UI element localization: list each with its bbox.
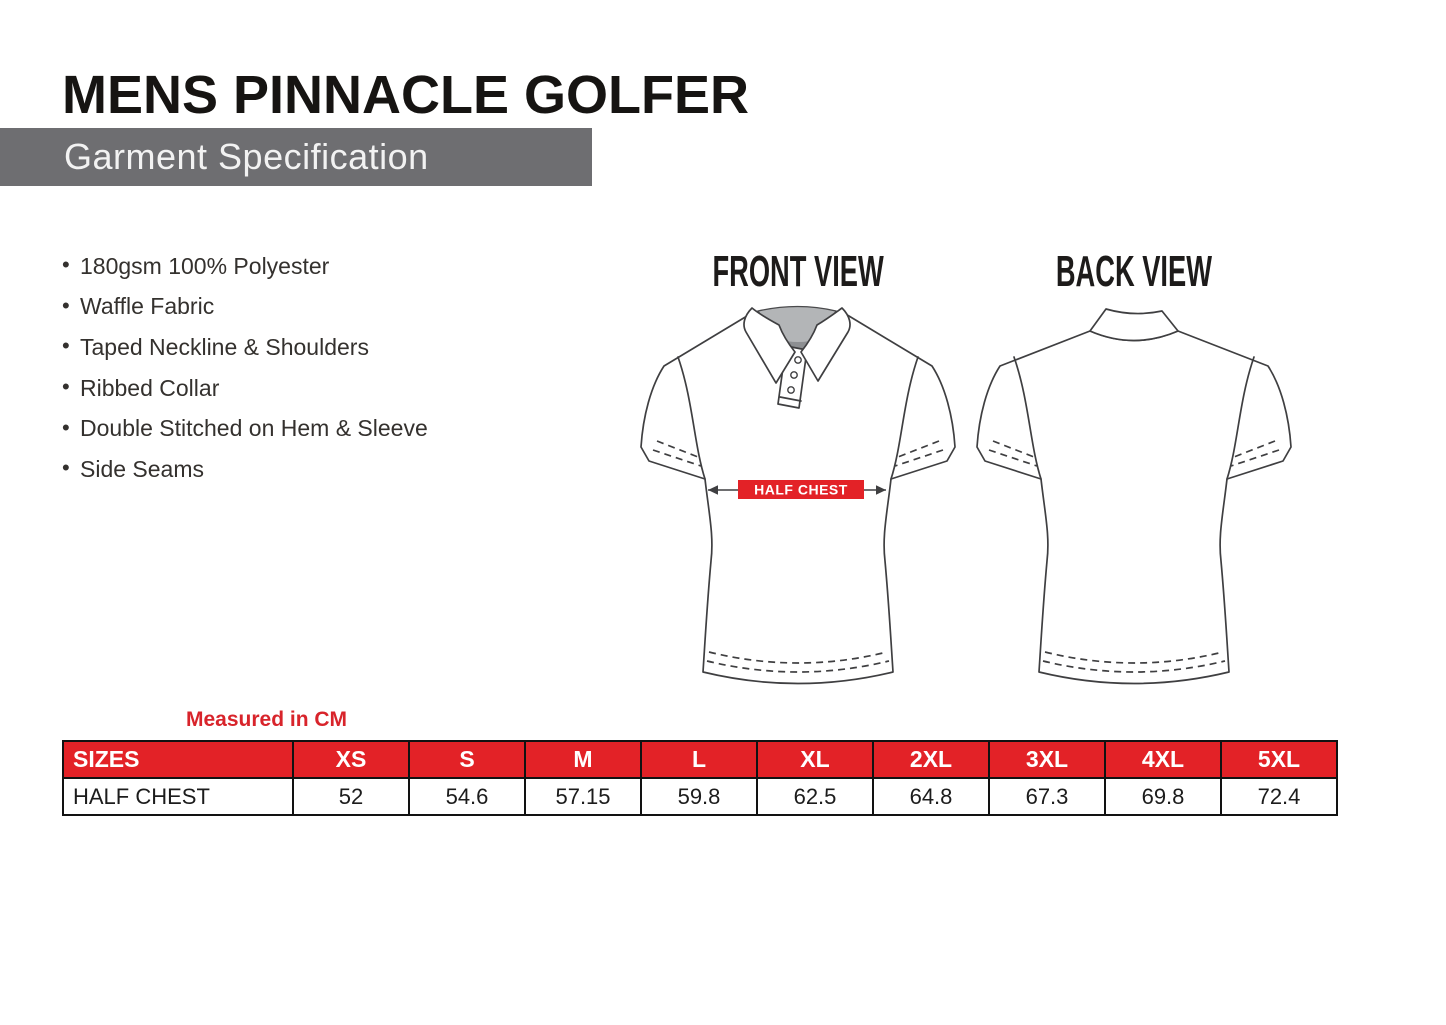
half-chest-4xl: 69.8	[1105, 778, 1221, 815]
half-chest-xl: 62.5	[757, 778, 873, 815]
front-view-drawing	[626, 300, 970, 700]
half-chest-m: 57.15	[525, 778, 641, 815]
bullet-icon: •	[62, 374, 70, 400]
feature-text: Ribbed Collar	[80, 374, 220, 401]
half-chest-s: 54.6	[409, 778, 525, 815]
front-view-figure	[626, 247, 970, 700]
page-title: MENS PINNACLE GOLFER	[62, 65, 750, 125]
bullet-icon: •	[62, 455, 70, 481]
back-view-drawing	[962, 300, 1306, 700]
half-chest-5xl: 72.4	[1221, 778, 1337, 815]
feature-text: Taped Neckline & Shoulders	[80, 333, 369, 360]
feature-item	[62, 408, 428, 449]
size-table-header-sizes: SIZES	[63, 741, 293, 778]
size-table-header-xl: XL	[757, 741, 873, 778]
size-table-header-4xl: 4XL	[1105, 741, 1221, 778]
size-table-header-3xl: 3XL	[989, 741, 1105, 778]
button-icon	[788, 387, 794, 393]
bullet-icon: •	[62, 414, 70, 440]
bullet-icon: •	[62, 252, 70, 278]
back-body-outline	[977, 331, 1291, 684]
size-table	[62, 740, 1338, 816]
feature-item	[62, 449, 428, 490]
feature-item	[62, 287, 428, 328]
half-chest-2xl: 64.8	[873, 778, 989, 815]
table-row-half-chest	[63, 778, 1337, 815]
size-table-header-xs: XS	[293, 741, 409, 778]
feature-item	[62, 327, 428, 368]
size-table-header-l: L	[641, 741, 757, 778]
half-chest-l: 59.8	[641, 778, 757, 815]
button-icon	[791, 372, 797, 378]
row-label: HALF CHEST	[63, 778, 293, 815]
half-chest-tag-label: HALF CHEST	[754, 481, 848, 498]
back-view-title: BACK VIEW	[1055, 247, 1213, 296]
section-banner	[0, 128, 592, 186]
feature-item	[62, 368, 428, 409]
measurement-unit-note: Measured in CM	[186, 708, 348, 731]
size-table-header-row	[63, 741, 1337, 778]
feature-list	[62, 246, 428, 490]
bullet-icon: •	[62, 292, 70, 318]
front-view-title: FRONT VIEW	[712, 247, 884, 296]
size-table-header-m: M	[525, 741, 641, 778]
size-table-header-5xl: 5XL	[1221, 741, 1337, 778]
back-collar-band	[1090, 309, 1178, 341]
size-table-header-s: S	[409, 741, 525, 778]
back-view-figure	[962, 247, 1306, 700]
size-table-header-2xl: 2XL	[873, 741, 989, 778]
feature-text: Double Stitched on Hem & Sleeve	[80, 415, 428, 442]
half-chest-3xl: 67.3	[989, 778, 1105, 815]
feature-text: Side Seams	[80, 455, 205, 482]
size-table-container	[62, 740, 1338, 816]
button-icon	[795, 357, 801, 363]
feature-text: 180gsm 100% Polyester	[80, 252, 330, 279]
feature-text: Waffle Fabric	[80, 293, 215, 320]
half-chest-xs: 52	[293, 778, 409, 815]
feature-item	[62, 246, 428, 287]
bullet-icon: •	[62, 333, 70, 359]
section-banner-label: Garment Specification	[64, 136, 429, 177]
